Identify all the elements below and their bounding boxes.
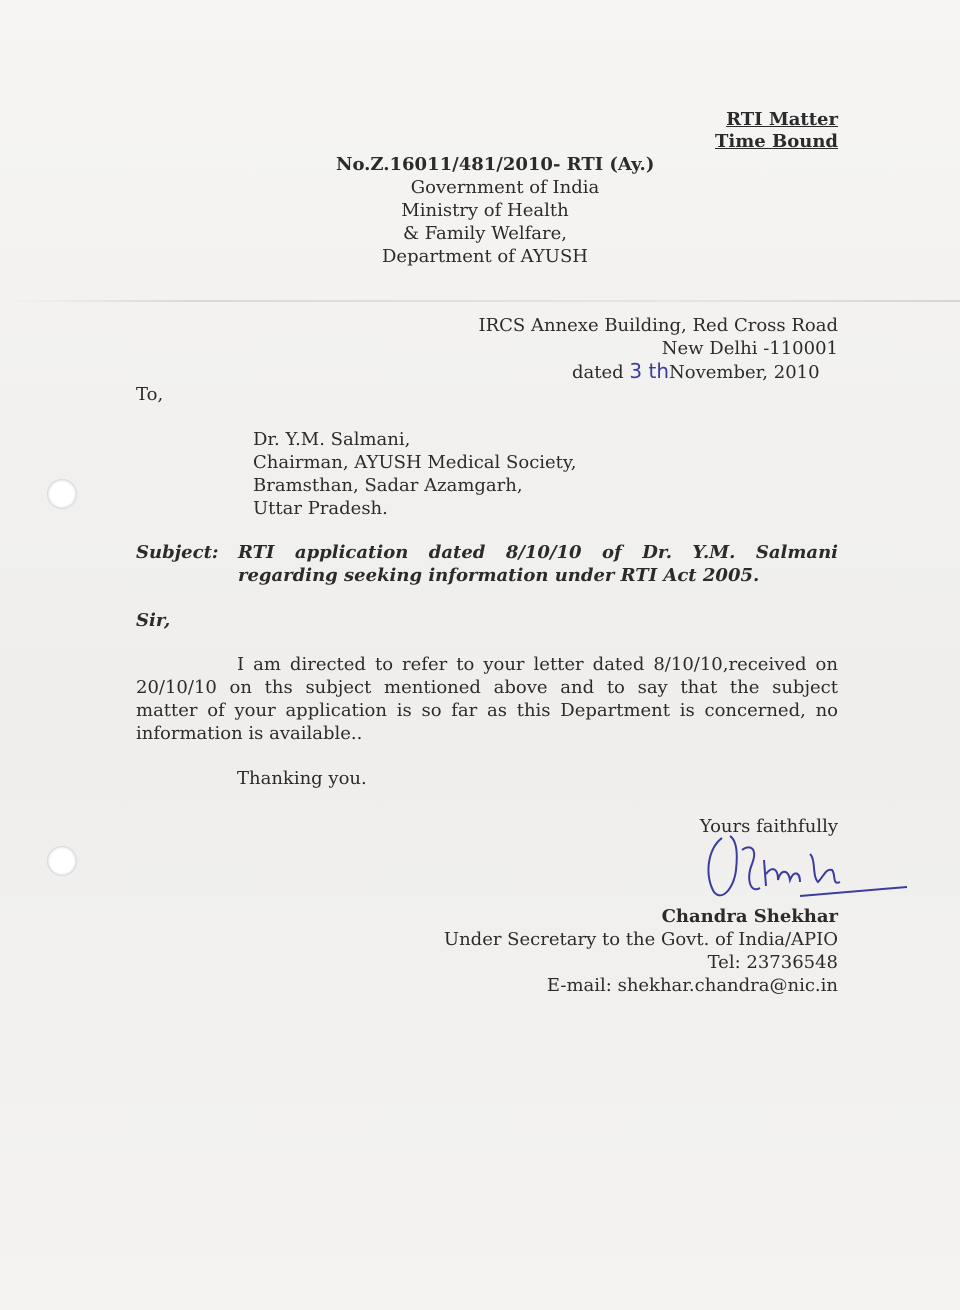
thanking-line: Thanking you. (237, 768, 367, 789)
body-line-2: 20/10/10 on ths subject mentioned above and to say that the subject (136, 677, 838, 698)
body-line-1: I am directed to refer to your letter dated 8/10/10,received on (237, 654, 838, 675)
to-label: To, (136, 384, 164, 405)
recipient-line-2: Chairman, AYUSH Medical Society, (253, 452, 577, 473)
rti-matter-label: RTI Matter (726, 109, 838, 130)
date-line (572, 360, 820, 384)
address-line-1: IRCS Annexe Building, Red Cross Road (478, 315, 838, 336)
subject-label: Subject: (136, 542, 219, 563)
signatory-email: E-mail: shekhar.chandra@nic.in (546, 975, 838, 996)
punch-hole-top (47, 479, 77, 509)
recipient-line-3: Bramsthan, Sadar Azamgarh, (253, 475, 523, 496)
recipient-line-1: Dr. Y.M. Salmani, (253, 429, 411, 450)
paper-fold (0, 300, 960, 302)
time-bound-label: Time Bound (715, 131, 838, 152)
org-line-3: & Family Welfare, (402, 223, 568, 244)
body-line-3: matter of your application is so far as this Department is concerned, no (136, 700, 838, 721)
signature-scribble (700, 830, 915, 905)
signatory-name: Chandra Shekhar (661, 906, 838, 927)
recipient-line-4: Uttar Pradesh. (253, 498, 388, 519)
subject-line-1: RTI application dated 8/10/10 of Dr. Y.M. Salmani (238, 542, 838, 563)
signatory-tel: Tel: 23736548 (707, 952, 838, 973)
file-number: No.Z.16011/481/2010- RTI (Ay.) (336, 154, 655, 175)
punch-hole-bottom (47, 846, 77, 876)
signatory-designation: Under Secretary to the Govt. of India/APIO (443, 929, 838, 950)
org-line-2: Ministry of Health (401, 200, 569, 221)
date-handwritten: 3 th (629, 359, 670, 383)
org-line-1: Government of India (410, 177, 600, 198)
subject-line-2: regarding seeking information under RTI Act 2005. (238, 565, 760, 586)
body-line-4: information is available.. (136, 723, 363, 744)
date-suffix: November, 2010 (669, 362, 820, 383)
address-line-2: New Delhi -110001 (661, 338, 838, 359)
closing-line: Yours faithfully (699, 816, 838, 837)
date-prefix: dated (572, 362, 624, 383)
salutation: Sir, (136, 610, 171, 631)
org-line-4: Department of AYUSH (381, 246, 588, 267)
